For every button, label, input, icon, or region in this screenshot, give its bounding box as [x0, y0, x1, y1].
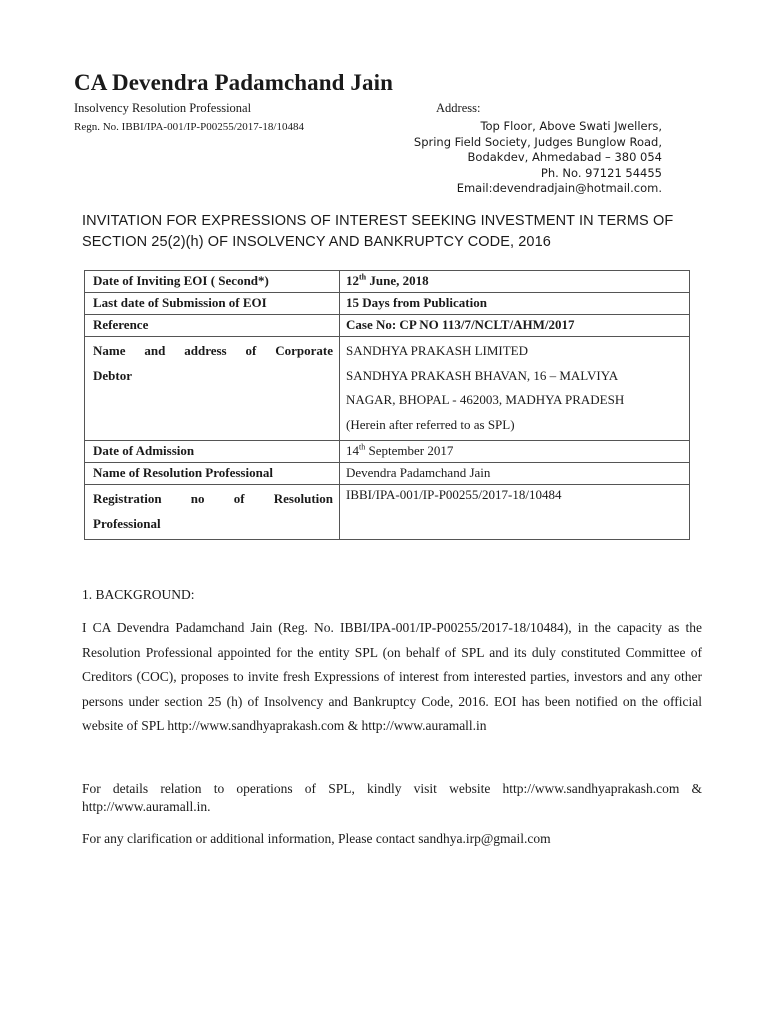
details-paragraph: For details relation to operations of SPL, kindly visit website http://www.sandhyaprakash.com & http://www.auramall.in.	[82, 781, 702, 814]
email-line: Email:devendradjain@hotmail.com.	[456, 181, 662, 195]
rp-registration-value: IBBI/IPA-001/IP-P00255/2017-18/10484	[340, 485, 690, 540]
section-heading: 1. BACKGROUND:	[82, 587, 195, 602]
submission-date-value: 15 Days from Publication	[340, 293, 690, 315]
row-label: Reference	[85, 315, 340, 337]
corporate-debtor-value: SANDHYA PRAKASH LIMITED SANDHYA PRAKASH BHAVAN, 16 – MALVIYA NAGAR, BHOPAL - 462003, MADHYA PRADESH (Herein after referred to as SPL)	[340, 337, 690, 441]
table-row	[85, 293, 690, 315]
eoi-details-table	[84, 270, 690, 540]
table-row	[85, 441, 690, 463]
rp-name-value: Devendra Padamchand Jain	[340, 463, 690, 485]
table-row	[85, 271, 690, 293]
row-label: Last date of Submission of EOI	[85, 293, 340, 315]
eoi-date-value: 12th June, 2018	[340, 271, 690, 293]
row-label: Date of Inviting EOI ( Second*)	[85, 271, 340, 293]
table-row	[85, 337, 690, 441]
table-row	[85, 485, 690, 540]
row-label: Name of Resolution Professional	[85, 463, 340, 485]
phone-line: Ph. No. 97121 54455	[540, 165, 662, 180]
table-row	[85, 315, 690, 337]
row-label: Date of Admission	[85, 441, 340, 463]
address-line: Bodakdev, Ahmedabad – 380 054	[467, 150, 662, 164]
admission-date-value: 14th September 2017	[340, 441, 690, 463]
address-label: Address:	[436, 101, 481, 115]
reference-value: Case No: CP NO 113/7/NCLT/AHM/2017	[340, 315, 690, 337]
row-label: Registration no of Resolution Professional	[85, 485, 340, 540]
contact-paragraph: For any clarification or additional information, Please contact sandhya.irp@gmail.com	[82, 831, 551, 846]
document-title: INVITATION FOR EXPRESSIONS OF INTEREST SEEKING INVESTMENT IN TERMS OF SECTION 25(2)(h) OF INSOLVENCY AND BANKRUPTCY CODE, 2016	[82, 213, 674, 250]
registration-number: Regn. No. IBBI/IPA-001/IP-P00255/2017-18/10484	[74, 121, 304, 133]
author-role: Insolvency Resolution Professional	[74, 101, 252, 115]
author-name: CA Devendra Padamchand Jain	[74, 70, 393, 95]
address-line: Top Floor, Above Swati Jwellers,	[480, 119, 662, 133]
table-row	[85, 463, 690, 485]
address-line: Spring Field Society, Judges Bunglow Road,	[413, 134, 662, 149]
background-paragraph: I CA Devendra Padamchand Jain (Reg. No. IBBI/IPA-001/IP-P00255/2017-18/10484), in the capacity as the Resolution Professional appointed for the entity SPL (on behalf of SPL and its duly constituted Committee of Creditors (COC), proposes to invite fresh Expressions of interest from interested parties, investors and any other persons under section 25 (h) of Insolvency and Bankruptcy Code, 2016. EOI has been notified on the official website of SPL http://www.sandhyaprakash.com & http://www.auramall.in	[82, 620, 702, 733]
address-block	[414, 119, 662, 197]
row-label: Name and address of Corporate Debtor	[85, 337, 340, 441]
